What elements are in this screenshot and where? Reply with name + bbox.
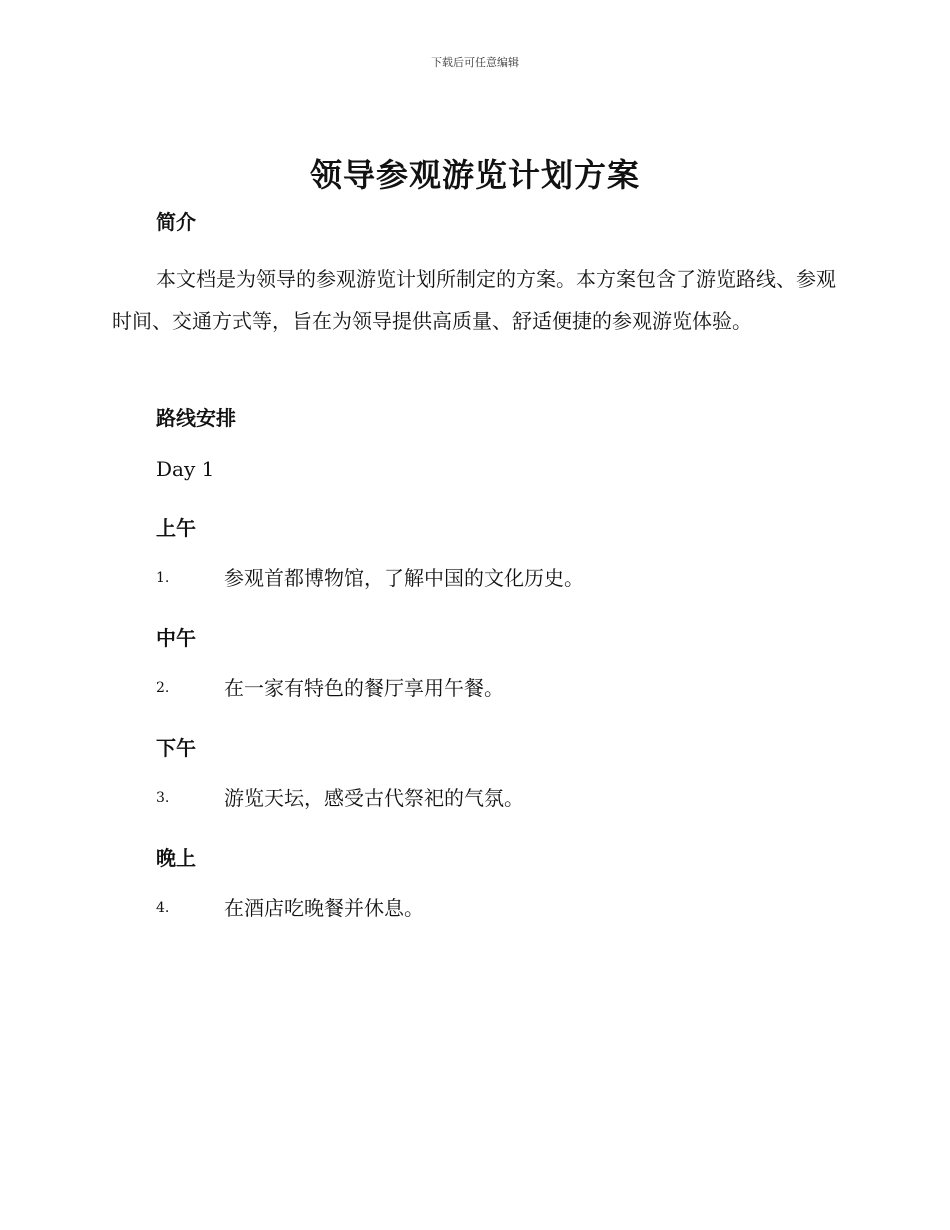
intro-heading: 简介 xyxy=(156,210,196,234)
section-heading-noon: 中午 xyxy=(156,626,196,650)
header-note: 下载后可任意编辑 xyxy=(431,56,519,69)
list-item-text: 参观首都博物馆，了解中国的文化历史。 xyxy=(224,566,584,590)
section-heading-morning: 上午 xyxy=(156,516,196,540)
list-item-text: 在酒店吃晚餐并休息。 xyxy=(224,896,424,920)
list-item xyxy=(156,673,856,703)
list-item-text: 在一家有特色的餐厅享用午餐。 xyxy=(224,676,504,700)
intro-body: 本文档是为领导的参观游览计划所制定的方案。本方案包含了游览路线、参观时间、交通方式等，旨在为领导提供高质量、舒适便捷的参观游览体验。 xyxy=(112,267,836,333)
list-item-text: 游览天坛，感受古代祭祀的气氛。 xyxy=(224,786,524,810)
list-item xyxy=(156,783,856,813)
list-item-number: 1. xyxy=(156,570,170,586)
list-item-number: 4. xyxy=(156,900,170,916)
list-item xyxy=(156,563,856,593)
list-item-number: 3. xyxy=(156,790,170,806)
day-label: Day 1 xyxy=(156,457,215,481)
section-heading-evening: 晚上 xyxy=(156,846,196,870)
document-title: 领导参观游览计划方案 xyxy=(309,156,640,194)
list-item-number: 2. xyxy=(156,680,170,696)
section-heading-afternoon: 下午 xyxy=(156,736,196,760)
list-item xyxy=(156,893,856,923)
intro-paragraph xyxy=(112,258,842,342)
route-heading: 路线安排 xyxy=(156,406,236,430)
